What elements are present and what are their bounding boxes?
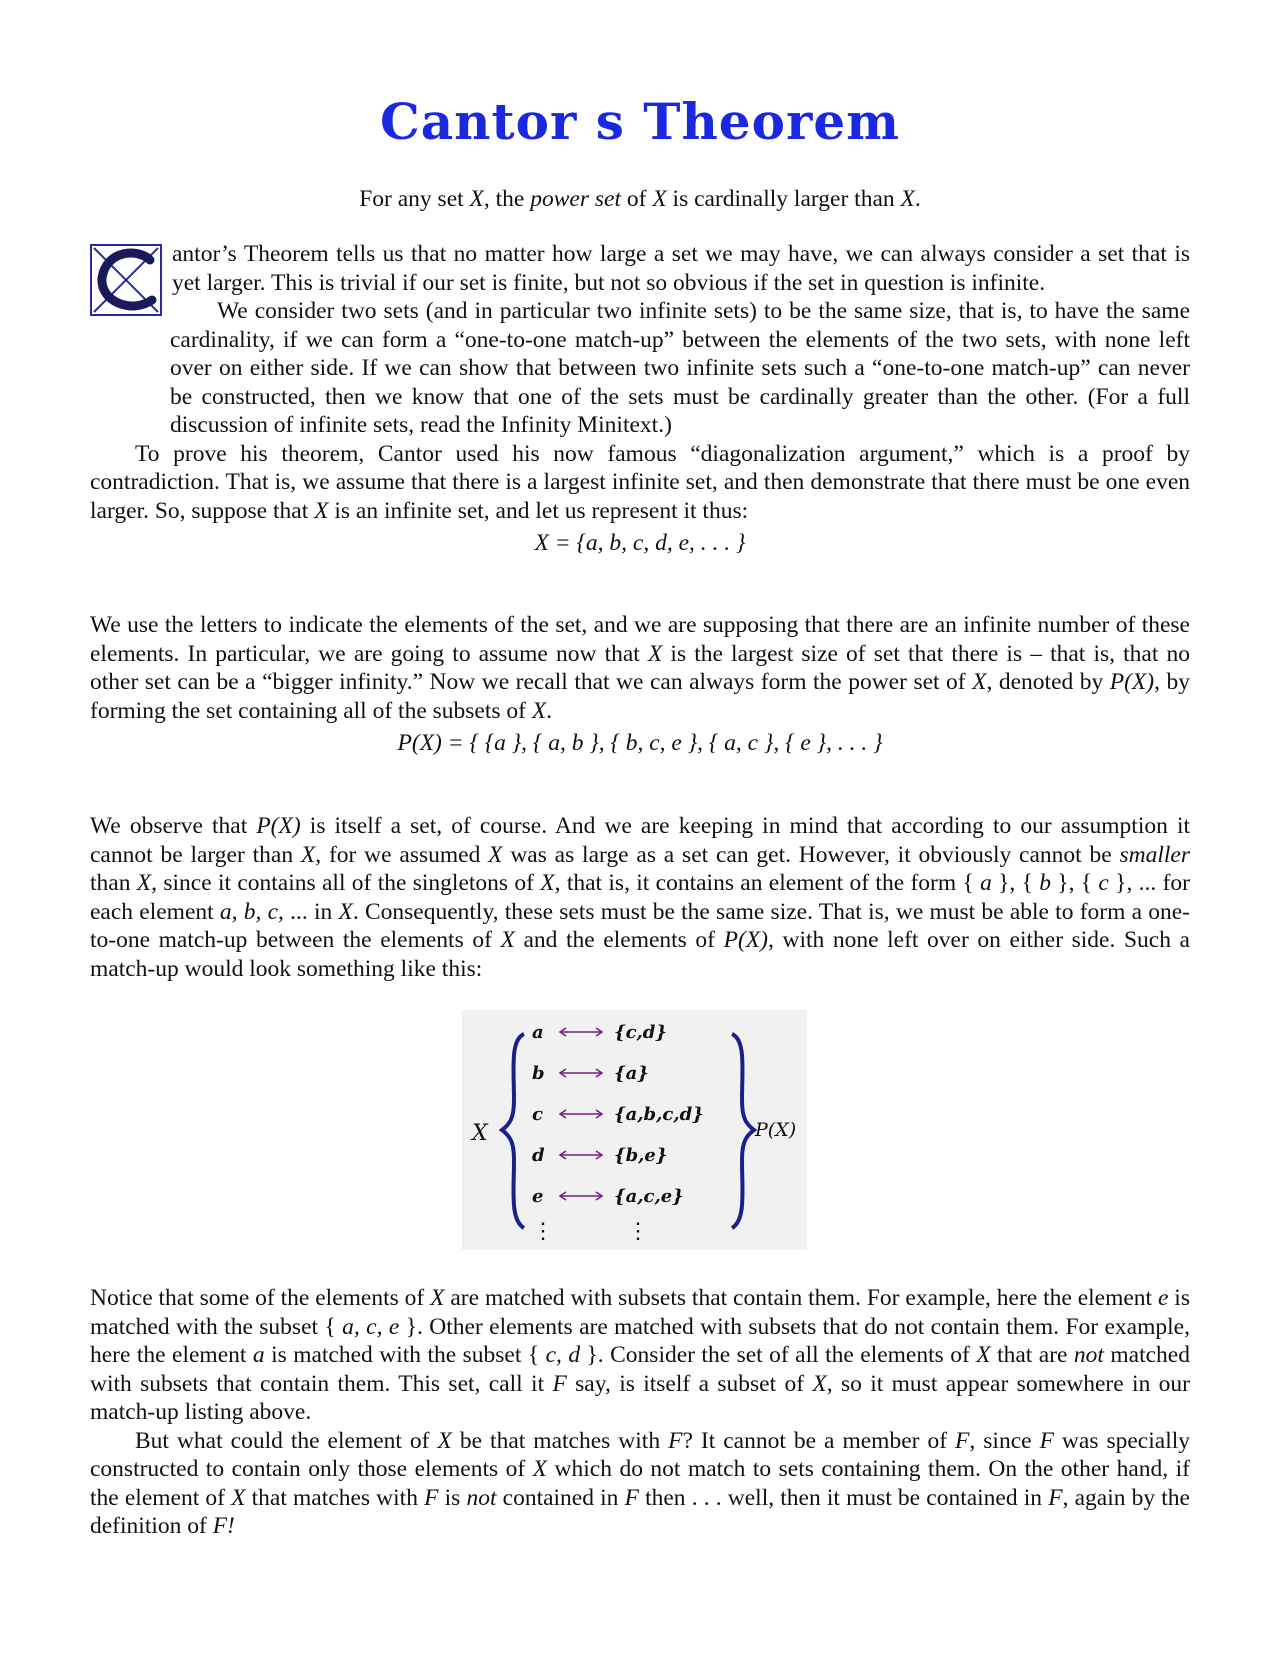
var-x: X <box>812 1370 827 1397</box>
var-f: F <box>668 1427 683 1454</box>
right-label: P(X) <box>755 1119 797 1141</box>
equation-set-x: X = {a, b, c, d, e, . . . } <box>534 530 746 556</box>
double-arrow-icon <box>560 1192 602 1200</box>
dropcap-ornament <box>90 244 162 316</box>
var-x: X <box>430 1285 445 1311</box>
var-f: F <box>1039 1427 1054 1454</box>
equation-text: P(X) = { {a }, { a, b }, { b, c, e }, { a, c }, { e }, . . . } <box>397 730 883 756</box>
text-span: ? It cannot be a member of <box>682 1427 956 1454</box>
text-span: , by forming the set containing all of the subsets of <box>90 669 1190 724</box>
var: e <box>1157 1285 1169 1311</box>
text-span: }. Consider the set of all the elements of <box>580 1342 977 1368</box>
var-x: X <box>488 841 503 868</box>
emphasis: not <box>1073 1342 1104 1368</box>
paragraph-7 <box>90 1427 1190 1541</box>
text-span: }, { <box>1050 870 1099 896</box>
text-span: , so it must appear somewhere in our match-up listing above. <box>90 1370 1190 1425</box>
match-up-diagram <box>462 1010 807 1250</box>
emphasis: smaller <box>1119 841 1190 868</box>
var-x: X <box>540 870 555 896</box>
text-span: matched with subsets that contain them. This set, call it <box>90 1342 1190 1397</box>
text-span: is an infinite set, and let us represent it thus: <box>328 497 749 524</box>
element-e: e <box>532 1186 544 1207</box>
var-f: F <box>1048 1484 1063 1511</box>
text-span: is matched with the subset { <box>264 1342 546 1368</box>
var-f: F <box>624 1484 639 1511</box>
text-span: than <box>90 870 137 896</box>
page-title: Cantor s Theorem <box>379 92 901 151</box>
subset-b: {a} <box>614 1063 649 1084</box>
subset-c: {a,b,c,d} <box>614 1104 704 1125</box>
var-px: P(X) <box>256 813 301 839</box>
text-span: But what could the element of <box>135 1427 438 1454</box>
intro-section <box>90 240 1190 525</box>
var-px: P(X) <box>723 927 768 953</box>
theorem-statement <box>90 186 1190 213</box>
text-span: For any set <box>359 186 470 212</box>
subset-d: {b,e} <box>614 1145 668 1166</box>
text-span: We observe that <box>90 813 257 839</box>
var-x: X <box>647 640 663 667</box>
text-span: Notice that some of the elements of <box>90 1285 431 1311</box>
text-span: . <box>914 186 921 212</box>
paragraph-6 <box>90 1284 1190 1427</box>
double-arrow-icon <box>560 1028 602 1036</box>
text-span: , that is, it contains an element of the form { <box>554 870 981 896</box>
text-span: To prove his theorem, Cantor used his now famous “diagonalization argument,” which is a proof by contradiction. That is, we assume that there is a largest infinite set, and then demonstrate that there must be one even larger. So, suppose that <box>90 440 1190 524</box>
text-span: contained in <box>496 1484 625 1511</box>
var-x: X <box>500 927 515 953</box>
var-f: F <box>955 1427 970 1454</box>
text-span: , for we assumed <box>315 841 489 868</box>
double-arrow-icon <box>560 1069 602 1077</box>
paragraph-5 <box>90 812 1190 983</box>
var-x: X <box>338 898 353 925</box>
paragraph-3 <box>90 440 1190 526</box>
text-span: }. Other elements are matched with subsets that do not contain them. For example, here the element <box>90 1313 1190 1368</box>
text-span: }, ... for each element <box>90 870 1191 925</box>
text-span: . Consequently, these sets must be the same size. That is, we must be able to form a one-to-one match-up between the elements of <box>90 898 1191 953</box>
var-x: X <box>469 186 484 212</box>
text-span: was as large as a set can get. However, it obviously cannot be <box>502 841 1120 868</box>
var-px: P(X) <box>1109 669 1155 695</box>
text-span: that matches with <box>245 1484 425 1511</box>
text-span: , again by the definition of <box>90 1484 1190 1539</box>
text-span: be that matches with <box>451 1427 669 1454</box>
var-x: X <box>437 1427 452 1454</box>
element-a: a <box>532 1022 544 1043</box>
element-c: c <box>532 1104 543 1125</box>
text-span: . <box>546 697 553 724</box>
power-set-term: power set <box>530 186 621 212</box>
var-x: X <box>976 1342 991 1368</box>
text-span: are matched with subsets that contain them. For example, here the element <box>444 1285 1158 1311</box>
var: a, c, e <box>342 1313 400 1340</box>
var-x: X <box>652 186 667 212</box>
text-span: }, { <box>991 870 1040 896</box>
text-span: ... in <box>283 898 339 925</box>
dropcap-letter: C <box>92 246 93 247</box>
text-span: is cardinally larger than <box>666 186 901 212</box>
text-span: , with none left over on either side. Such a match-up would look something like this: <box>90 927 1190 982</box>
var: a <box>252 1342 265 1368</box>
var-x: X <box>300 841 316 868</box>
var: a <box>980 870 992 896</box>
text-span: say, is itself a subset of <box>566 1370 813 1397</box>
text-span: , denoted by <box>986 669 1110 695</box>
var-f: F <box>424 1484 439 1511</box>
right-ellipsis: ⋮ <box>627 1219 649 1244</box>
closing-section <box>90 1284 1190 1541</box>
text-span: is matched with the subset { <box>90 1285 1190 1340</box>
text-span: is the largest size of set that there is – that is, that no other set can be a “bigger infinity.” Now we recall that we can always form the power set of <box>90 640 1190 695</box>
var-x: X <box>231 1484 246 1511</box>
var-x: X <box>531 697 547 724</box>
subset-e: {a,c,e} <box>614 1186 684 1207</box>
var-f: F! <box>212 1513 235 1539</box>
var: a, b, c, <box>219 898 284 925</box>
paragraph-1: antor’s Theorem tells us that no matter how large a set we may have, we can always consider a set that is yet larger. This is trivial if our set is finite, but not so obvious if the set in question is infinite. <box>172 241 1190 296</box>
paragraph-4 <box>90 611 1190 725</box>
var-f: F <box>552 1370 567 1397</box>
subset-a: {c,d} <box>614 1022 667 1043</box>
var-x: X <box>532 1456 548 1482</box>
text-span: , since it contains all of the singletons of <box>151 870 541 896</box>
text-span: , since <box>969 1427 1040 1454</box>
var: c, d <box>545 1342 581 1368</box>
text-span: , the <box>483 186 531 212</box>
element-b: b <box>532 1063 545 1084</box>
text-span: of <box>620 186 653 212</box>
element-d: d <box>532 1145 545 1166</box>
double-arrow-icon <box>560 1110 602 1118</box>
text-span: and the elements of <box>514 927 724 953</box>
var-x: X <box>900 186 915 212</box>
text-span: then . . . well, then it must be contained in <box>638 1484 1049 1511</box>
var-x: X <box>314 497 329 524</box>
left-label: X <box>472 1121 488 1146</box>
match-up-figure <box>462 1010 807 1250</box>
left-ellipsis: ⋮ <box>532 1219 554 1244</box>
var: b <box>1039 870 1051 896</box>
emphasis: not <box>466 1484 497 1511</box>
var: c <box>1098 870 1109 896</box>
text-span: which do not match to sets containing them. On the other hand, if the element of <box>90 1456 1190 1511</box>
equation-power-set <box>90 730 1190 757</box>
text-span: is itself a set, of course. And we are keeping in mind that according to our assumption it cannot be larger than <box>90 813 1190 868</box>
var-x: X <box>136 870 152 896</box>
double-arrow-icon <box>560 1151 602 1159</box>
text-span: We use the letters to indicate the elements of the set, and we are supposing that there are an infinite number of these elements. In particular, we are going to assume now that <box>90 612 1190 667</box>
text-span: is <box>438 1484 467 1511</box>
dropcap-c-icon <box>92 246 160 314</box>
text-span: that are <box>990 1342 1074 1368</box>
paragraph-2: We consider two sets (and in particular two infinite sets) to be the same size, that is, to have the same cardinality, if we can form a “one-to-one match-up” between the elements of the two sets, with none left over on either side. If we can show that between two infinite sets such a “one-to-one match-up” can never be constructed, then we know that one of the sets must be cardinally greater than the other. (For a full discussion of infinite sets, read the Infinity Minitext.) <box>170 298 1190 438</box>
var-x: X <box>972 669 987 695</box>
text-span: was specially constructed to contain only those elements of <box>90 1427 1191 1482</box>
